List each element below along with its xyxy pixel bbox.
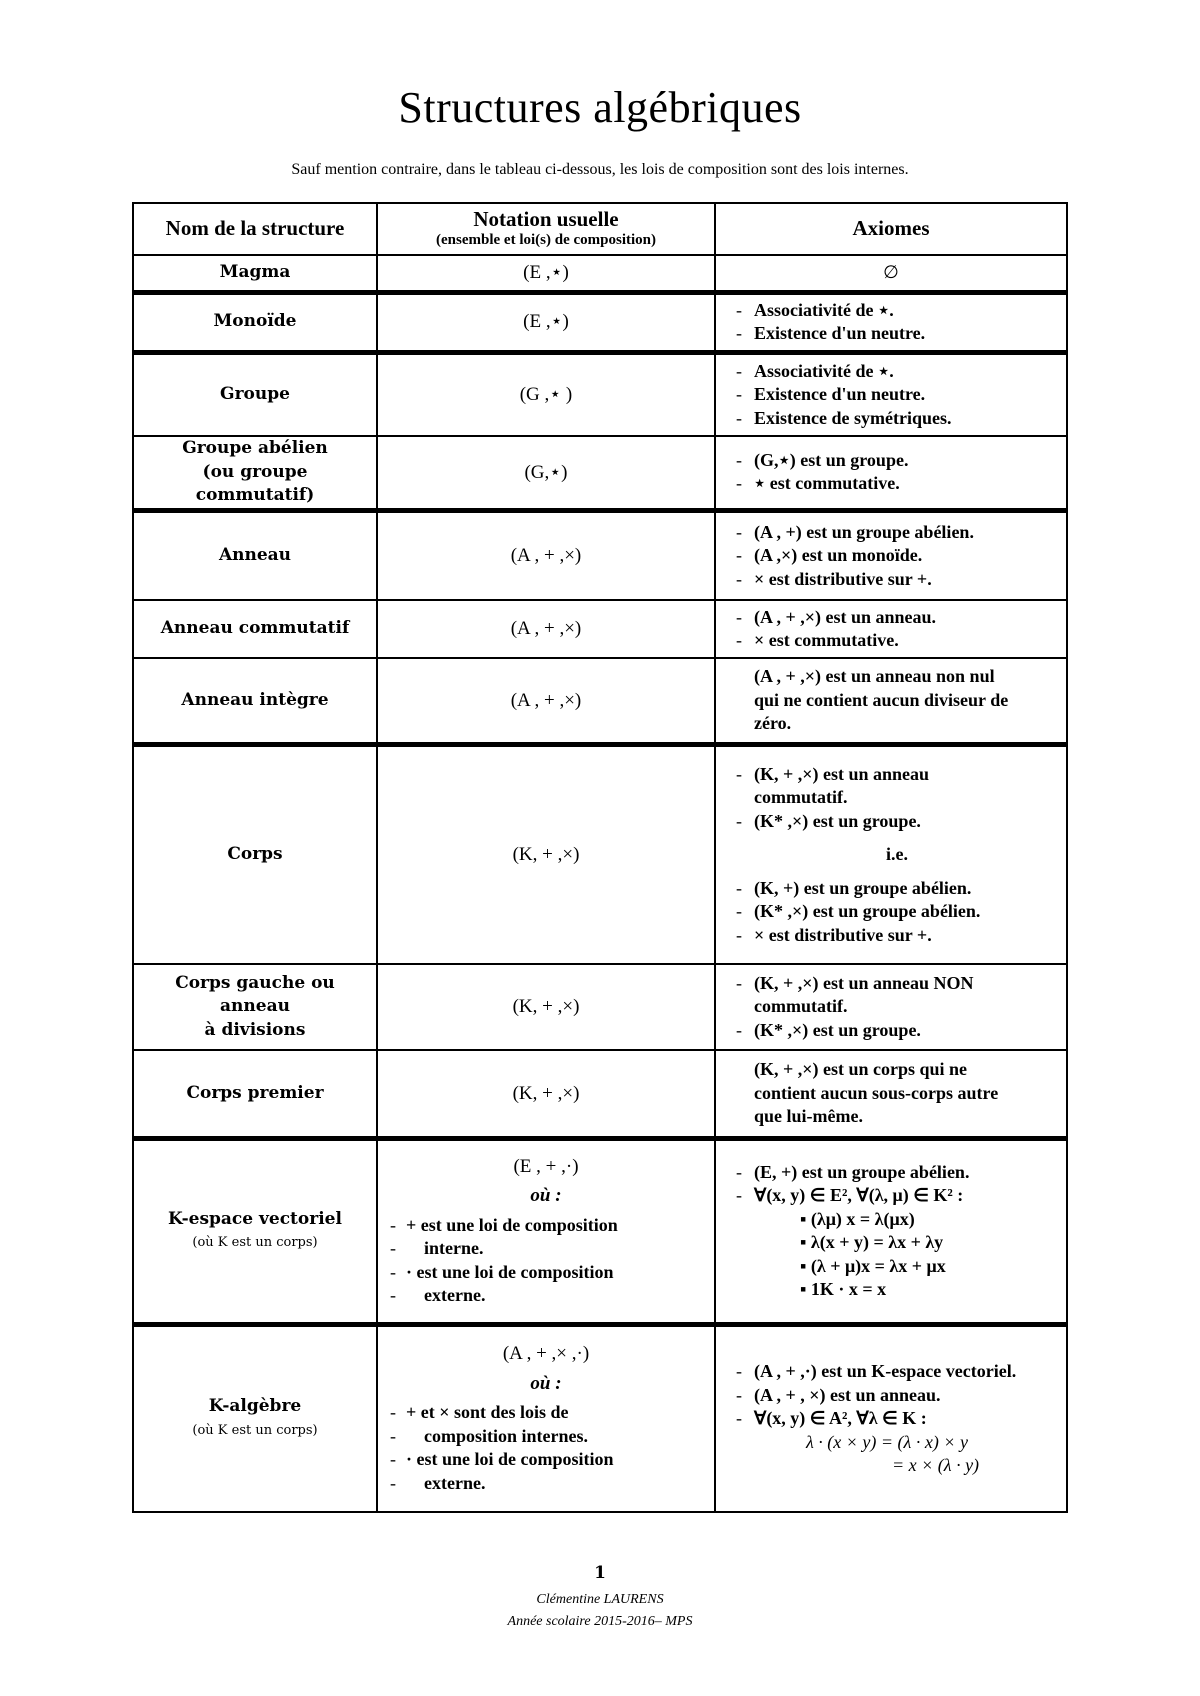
axiom-line: - (K* ,×) est un groupe. (736, 810, 1058, 834)
row-name-corps: Corps (133, 744, 377, 964)
notation-item: - · est une loi de composition (386, 1448, 706, 1472)
notation-ou: où : (530, 1185, 562, 1206)
axiom-line: commutatif. (754, 787, 848, 807)
row-axioms-corps-premier (715, 1050, 1067, 1138)
notation-item: - · est une loi de composition (386, 1261, 706, 1285)
row-name-algebre (133, 1324, 377, 1512)
row-name-note: (ou groupe commutatif) (195, 461, 315, 505)
table-row (133, 255, 1067, 292)
table-row (133, 658, 1067, 744)
row-notation-groupe-abelien: (G,⋆) (377, 436, 715, 510)
notation-item: - + est une loi de composition (386, 1214, 706, 1238)
axiom-line: - (K, + ,×) est un anneau NON (736, 972, 1058, 996)
row-axioms-anneau-integre (715, 658, 1067, 744)
table-row (133, 600, 1067, 658)
row-notation-corps: (K, + ,×) (377, 744, 715, 964)
axiom-line: - Associativité de ⋆. (736, 299, 1058, 323)
row-name-note: (où K est un corps) (192, 1235, 318, 1250)
axiom-line: - (A , + , ×) est un anneau. (736, 1384, 1058, 1408)
row-axioms-anneau-commutatif (715, 600, 1067, 658)
table-row (133, 1324, 1067, 1512)
row-notation-anneau-commutatif: (A , + ,×) (377, 600, 715, 658)
axiom-line: - (K* ,×) est un groupe. (736, 1019, 1058, 1043)
row-name-text: K-espace vectoriel (168, 1208, 342, 1229)
row-axioms-monoide (715, 292, 1067, 352)
row-name-text: Corps gauche ou anneau (175, 972, 335, 1017)
axiom-line: (A , + ,×) est un anneau non nul (754, 666, 995, 686)
notation-item: - composition internes. (386, 1425, 706, 1449)
table-row (133, 964, 1067, 1050)
axiom-line: - (A , +) est un groupe abélien. (736, 521, 1058, 545)
header-notation-title: Notation usuelle (473, 206, 619, 231)
table-row (133, 510, 1067, 600)
table-row (133, 292, 1067, 352)
axiom-line: commutatif. (754, 996, 848, 1017)
page-title: Structures algébriques (398, 83, 802, 132)
header-axioms: Axiomes (715, 203, 1067, 255)
notation-item: - externe. (386, 1472, 706, 1496)
axiom-line: - (K, +) est un groupe abélien. (736, 877, 1058, 901)
axiom-line: = x × (λ · y) (892, 1455, 980, 1475)
row-name-anneau: Anneau (133, 510, 377, 600)
row-name-text: K-algèbre (208, 1396, 302, 1417)
row-name-magma: Magma (133, 255, 377, 292)
row-notation-anneau: (A , + ,×) (377, 510, 715, 600)
row-axioms-groupe (715, 352, 1067, 436)
table-row (133, 352, 1067, 436)
row-name-espace-vectoriel (133, 1138, 377, 1324)
page-subtitle: Sauf mention contraire, dans le tableau ci-dessous, les lois de composition sont des lois internes. (291, 161, 909, 178)
axiom-line: ▪ λ(x + y) = λx + λy (800, 1232, 944, 1252)
axiom-line: - ∀(x, y) ∈ E², ∀(λ, μ) ∈ K² : (736, 1184, 1058, 1208)
axiom-line: - × est distributive sur +. (736, 924, 1058, 948)
axiom-line: - (E, +) est un groupe abélien. (736, 1161, 1058, 1185)
row-name-text: Groupe abélien (182, 438, 328, 458)
row-notation-magma: (E ,⋆) (377, 255, 715, 292)
axiom-line: - ⋆ est commutative. (736, 472, 1058, 496)
axiom-line: - × est commutative. (736, 629, 1058, 653)
axiom-line: ▪ (λμ) x = λ(μx) (800, 1208, 915, 1229)
row-axioms-algebre (715, 1324, 1067, 1512)
axiom-line: - (A ,×) est un monoïde. (736, 544, 1058, 568)
page-number: 1 (594, 1563, 606, 1583)
axiom-line: zéro. (754, 713, 792, 733)
footer-year: Année scolaire 2015-2016– MPS (507, 1614, 693, 1629)
row-name-text: à divisions (204, 1019, 306, 1040)
axiom-line: contient aucun sous-corps autre (754, 1082, 999, 1103)
notation-item: - externe. (386, 1284, 706, 1308)
row-axioms-espace-vectoriel (715, 1138, 1067, 1324)
footer-author: Clémentine LAURENS (536, 1592, 664, 1607)
notation-item: - interne. (386, 1237, 706, 1261)
header-notation (377, 203, 715, 255)
axiom-line: - (A , + ,×) est un anneau. (736, 606, 1058, 630)
axiom-line: - (K* ,×) est un groupe abélien. (736, 900, 1058, 924)
row-notation-monoide: (E ,⋆) (377, 292, 715, 352)
axiom-line: qui ne contient aucun diviseur de (754, 689, 1009, 710)
axiom-line: - Existence de symétriques. (736, 407, 1058, 431)
row-notation-anneau-integre: (A , + ,×) (377, 658, 715, 744)
axiom-line: - × est distributive sur +. (736, 568, 1058, 592)
row-name-monoide: Monoïde (133, 292, 377, 352)
table-header-row (133, 203, 1067, 255)
axiom-line: - Associativité de ⋆. (736, 360, 1058, 384)
axiom-line: - (G,⋆) est un groupe. (736, 449, 1058, 473)
axiom-line: i.e. (886, 844, 908, 864)
row-axioms-groupe-abelien (715, 436, 1067, 510)
row-name-groupe: Groupe (133, 352, 377, 436)
structures-table (132, 202, 1068, 1513)
axiom-line: - ∀(x, y) ∈ A², ∀λ ∈ K : (736, 1407, 1058, 1431)
axiom-line: - Existence d'un neutre. (736, 322, 1058, 346)
axiom-line: que lui-même. (754, 1106, 863, 1126)
notation-ou: où : (530, 1372, 562, 1394)
notation-text: (E , + ,·) (513, 1155, 579, 1177)
row-axioms-corps (715, 744, 1067, 964)
header-name: Nom de la structure (133, 203, 377, 255)
row-name-corps-premier: Corps premier (133, 1050, 377, 1138)
row-notation-groupe: (G ,⋆ ) (377, 352, 715, 436)
axiom-line: - (K, + ,×) est un anneau (736, 763, 1058, 787)
axiom-line: ▪ 1K · x = x (800, 1279, 887, 1299)
axiom-line: (K, + ,×) est un corps qui ne (754, 1059, 968, 1079)
row-name-note: (où K est un corps) (192, 1422, 318, 1438)
table-row (133, 744, 1067, 964)
row-name-anneau-integre: Anneau intègre (133, 658, 377, 744)
notation-item: - + et × sont des lois de (386, 1401, 706, 1425)
row-notation-espace-vectoriel (377, 1138, 715, 1324)
row-name-corps-gauche (133, 964, 377, 1050)
header-notation-sub: (ensemble et loi(s) de composition) (436, 232, 656, 249)
notation-text: (A , + ,× ,·) (502, 1343, 590, 1365)
axiom-line: - (A , + ,·) est un K-espace vectoriel. (736, 1360, 1058, 1384)
axiom-line: - Existence d'un neutre. (736, 383, 1058, 407)
row-notation-corps-gauche: (K, + ,×) (377, 964, 715, 1050)
table-row (133, 1050, 1067, 1138)
row-axioms-anneau (715, 510, 1067, 600)
row-notation-algebre (377, 1324, 715, 1512)
row-axioms-magma: ∅ (715, 255, 1067, 292)
table-row (133, 1138, 1067, 1324)
row-notation-corps-premier: (K, + ,×) (377, 1050, 715, 1138)
table-row (133, 436, 1067, 510)
row-name-anneau-commutatif: Anneau commutatif (133, 600, 377, 658)
axiom-line: ▪ (λ + μ)x = λx + μx (800, 1255, 946, 1276)
row-name-groupe-abelien (133, 436, 377, 510)
row-axioms-corps-gauche (715, 964, 1067, 1050)
axiom-line: λ · (x × y) = (λ · x) × y (806, 1431, 968, 1452)
